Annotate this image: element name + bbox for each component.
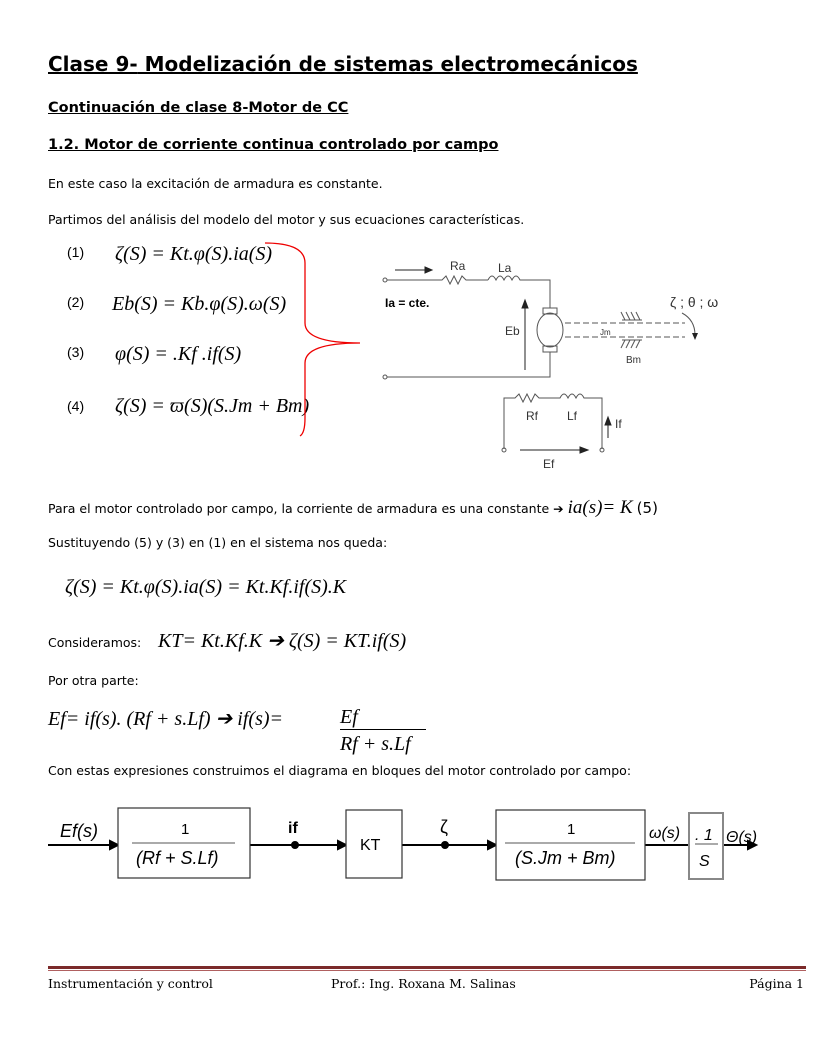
block3-numerator: 1 — [567, 821, 576, 838]
fraction-numerator: Ef — [340, 706, 426, 730]
paragraph: Sustituyendo (5) y (3) en (1) en el sistema nos queda: — [48, 535, 388, 550]
equation-4: ζ(S) = ϖ(S)(S.Jm + Bm) — [115, 395, 310, 417]
paragraph: Partimos del análisis del modelo del motor y sus ecuaciones características. — [48, 212, 525, 227]
label-ef: Ef — [543, 457, 555, 471]
label-input-ef: Ef(s) — [60, 821, 98, 841]
block4-numerator: . 1 — [695, 827, 713, 844]
eq-number: (3) — [67, 344, 85, 360]
equation-substitution: ζ(S) = Kt.φ(S).ia(S) = Kt.Kf.if(S).K — [65, 576, 347, 598]
block1-denominator: (Rf + S.Lf) — [136, 848, 219, 868]
label-la: La — [498, 261, 512, 275]
footer-left: Instrumentación y control — [48, 976, 213, 991]
label-lf: Lf — [567, 409, 578, 423]
page-title: Clase 9- Modelización de sistemas electromecánicos — [48, 52, 638, 76]
label-ra: Ra — [450, 259, 466, 273]
paragraph: Por otra parte: — [48, 673, 139, 688]
label-bm: Bm — [626, 355, 641, 366]
label-if: If — [615, 417, 622, 431]
label-output-theta: Θ(s) — [726, 829, 758, 846]
eq-number: (2) — [67, 294, 85, 310]
label-eb: Eb — [505, 324, 520, 338]
fraction-denominator: Rf + s.Lf — [340, 733, 411, 755]
label-omega: ω(s) — [649, 825, 681, 842]
paragraph: En este caso la excitación de armadura es constante. — [48, 176, 383, 191]
label-if: if — [288, 820, 298, 837]
footer-divider — [48, 970, 806, 971]
eq-number: (1) — [67, 244, 85, 260]
consider-label: Consideramos: — [48, 635, 142, 650]
motor-circuit-diagram — [370, 250, 730, 480]
label-rf: Rf — [526, 409, 538, 423]
subtitle: Continuación de clase 8-Motor de CC — [48, 100, 349, 116]
label-output: ζ ; θ ; ω — [670, 294, 719, 310]
block-diagram — [40, 800, 780, 900]
label-jm: Jm — [600, 328, 611, 337]
equation-2: Eb(S) = Kb.φ(S).ω(S) — [112, 293, 287, 315]
block1-numerator: 1 — [181, 821, 190, 838]
block3-denominator: (S.Jm + Bm) — [515, 848, 616, 868]
equation-ef: Ef= if(s). (Rf + s.Lf) ➔ if(s)= — [48, 708, 284, 730]
paragraph: Para el motor controlado por campo, la corriente de armadura es una constante ➔ ia(s)= K (5) — [48, 497, 658, 518]
section-heading: 1.2. Motor de corriente continua controlado por campo — [48, 137, 499, 153]
footer-page-number: Página 1 — [749, 976, 804, 991]
equation-kt: KT= Kt.Kf.K ➔ ζ(S) = KT.if(S) — [158, 630, 407, 652]
footer-center: Prof.: Ing. Roxana M. Salinas — [331, 976, 516, 991]
paragraph: Con estas expresiones construimos el diagrama en bloques del motor controlado por campo: — [48, 763, 632, 778]
eq-number: (4) — [67, 398, 85, 414]
footer-divider — [48, 966, 806, 969]
label-zeta: ζ — [440, 817, 448, 837]
equation-1: ζ(S) = Kt.φ(S).ia(S) — [115, 243, 273, 265]
brace — [260, 238, 370, 438]
equation-3: φ(S) = .Kf .if(S) — [115, 343, 242, 365]
block4-denominator: S — [699, 853, 710, 870]
block-kt: KT — [360, 837, 381, 854]
label-ia: Ia = cte. — [385, 296, 430, 310]
